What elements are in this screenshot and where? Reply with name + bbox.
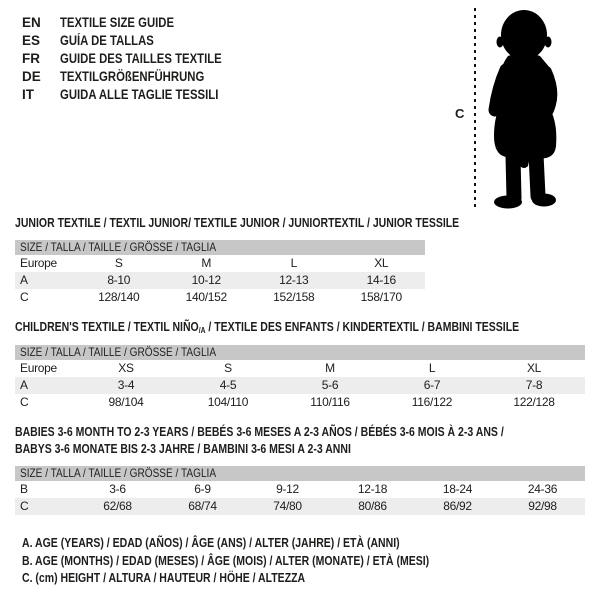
children-title-sub: /A <box>198 326 206 335</box>
language-row-en <box>22 14 253 32</box>
table-cell: 62/68 <box>103 499 132 513</box>
row-label: A <box>20 378 28 392</box>
table-row-height <box>15 289 425 306</box>
table-cell: 86/92 <box>443 499 472 513</box>
table-cell: M <box>201 256 212 270</box>
table-cell: 68/74 <box>188 499 217 513</box>
babies-title-line1: BABIES 3-6 MONTH TO 2-3 YEARS / BEBÉS 3-6 MESES A 2-3 AÑOS / BÉBÉS 3-6 MOIS À 2-3 ANS / <box>15 425 504 439</box>
children-section-title <box>15 320 600 338</box>
language-label: TEXTILGRÖßENFÜHRUNG <box>60 69 205 84</box>
table-cell: 5-6 <box>321 378 339 392</box>
legend-text: A. AGE (YEARS) / EDAD (AÑOS) / ÂGE (ANS) / ALTER (JAHRE) / ETÀ (ANNI) <box>22 536 400 550</box>
height-label: C <box>455 106 465 121</box>
table-cell: 80/86 <box>358 499 387 513</box>
legend-line-c <box>22 570 507 588</box>
row-label: A <box>20 273 28 287</box>
table-cell: XS <box>118 361 134 375</box>
language-label: TEXTILE SIZE GUIDE <box>60 15 175 30</box>
size-header-label: SIZE / TALLA / TAILLE / GRÖSSE / TAGLIA <box>20 345 217 359</box>
table-cell: 8-10 <box>107 273 131 287</box>
table-cell: 110/116 <box>310 395 350 409</box>
table-header-bar <box>15 345 585 360</box>
table-cell: 92/98 <box>528 499 557 513</box>
table-cell: L <box>428 361 436 375</box>
language-row-es <box>22 32 253 50</box>
table-cell: 7-8 <box>525 378 543 392</box>
size-header-label: SIZE / TALLA / TAILLE / GRÖSSE / TAGLIA <box>20 240 217 254</box>
table-cell: L <box>290 256 297 270</box>
language-label: GUÍA DE TALLAS <box>60 33 154 48</box>
table-header-bar <box>15 240 425 255</box>
table-cell: 10-12 <box>191 273 221 287</box>
table-cell: 140/152 <box>185 290 227 304</box>
language-code: ES <box>22 33 41 48</box>
language-label: GUIDA ALLE TAGLIE TESSILI <box>60 87 219 102</box>
row-label: Europe <box>20 361 57 375</box>
children-title-post: / TEXTILE DES ENFANTS / KINDERTEXTIL / BAMBINI TESSILE <box>205 320 520 334</box>
table-row-age-months <box>15 481 585 498</box>
table-row-height <box>15 498 585 515</box>
legend-line-b <box>22 553 507 571</box>
table-cell: 158/170 <box>360 290 402 304</box>
table-cell: 4-5 <box>219 378 237 392</box>
measurement-legend <box>22 535 507 588</box>
table-cell: 6-7 <box>423 378 441 392</box>
table-cell: 122/128 <box>513 395 555 409</box>
table-cell: 116/122 <box>411 395 453 409</box>
table-cell: 12-18 <box>357 482 388 496</box>
language-label: GUIDE DES TAILLES TEXTILE <box>60 51 222 66</box>
table-cell: 3-6 <box>109 482 126 496</box>
table-cell: XL <box>374 256 389 270</box>
table-row-age <box>15 272 425 289</box>
row-label: C <box>20 290 29 304</box>
language-code: EN <box>22 15 41 30</box>
legend-text: B. AGE (MONTHS) / EDAD (MESES) / ÂGE (MOIS) / ALTER (MONATE) / ETÀ (MESI) <box>22 553 430 568</box>
row-label: C <box>20 499 29 513</box>
language-row-de <box>22 68 253 86</box>
language-code: DE <box>22 69 41 84</box>
table-cell: 9-12 <box>276 482 299 496</box>
table-row-height <box>15 394 585 411</box>
height-dotted-line <box>474 8 476 210</box>
junior-title-text: JUNIOR TEXTILE / TEXTIL JUNIOR/ TEXTILE JUNIOR / JUNIORTEXTIL / JUNIOR TESSILE <box>15 216 460 230</box>
row-label: C <box>20 395 29 409</box>
babies-title-line2: BABYS 3-6 MONATE BIS 2-3 JAHRE / BAMBINI 3-6 MESI A 2-3 ANNI <box>15 442 351 456</box>
language-code: FR <box>22 51 40 66</box>
size-header-label: SIZE / TALLA / TAILLE / GRÖSSE / TAGLIA <box>20 466 217 480</box>
language-row-fr <box>22 50 253 68</box>
table-cell: M <box>325 361 335 375</box>
children-size-table <box>15 345 585 411</box>
table-header-bar <box>15 466 585 481</box>
baby-silhouette <box>486 8 570 210</box>
legend-line-a <box>22 535 507 553</box>
table-cell: 74/80 <box>273 499 302 513</box>
children-title-text <box>15 320 519 338</box>
table-cell: S <box>224 361 232 375</box>
table-cell: XL <box>526 361 542 375</box>
table-row-age <box>15 377 585 394</box>
babies-size-table <box>15 466 585 515</box>
table-cell: 12-13 <box>279 273 309 287</box>
legend-text: C. (cm) HEIGHT / ALTURA / HAUTEUR / HÖHE / ALTEZZA <box>22 571 306 585</box>
table-row-europe <box>15 255 425 272</box>
table-cell: 24-36 <box>527 482 558 496</box>
table-cell: 6-9 <box>194 482 211 496</box>
language-row-it <box>22 86 253 104</box>
row-label: Europe <box>20 256 57 270</box>
junior-section-title <box>15 216 544 231</box>
table-cell: 152/158 <box>273 290 315 304</box>
table-cell: S <box>114 256 123 270</box>
language-list <box>22 14 253 104</box>
table-cell: 3-4 <box>117 378 135 392</box>
language-code: IT <box>22 87 34 102</box>
children-title-pre: CHILDREN'S TEXTILE / TEXTIL NIÑO <box>15 320 199 334</box>
babies-section-title <box>15 424 597 458</box>
junior-size-table <box>15 240 425 306</box>
table-cell: 98/104 <box>108 395 144 409</box>
table-cell: 128/140 <box>98 290 140 304</box>
table-cell: 104/110 <box>207 395 249 409</box>
row-label: B <box>20 482 28 496</box>
table-row-europe <box>15 360 585 377</box>
table-cell: 18-24 <box>442 482 473 496</box>
table-cell: 14-16 <box>366 273 396 287</box>
